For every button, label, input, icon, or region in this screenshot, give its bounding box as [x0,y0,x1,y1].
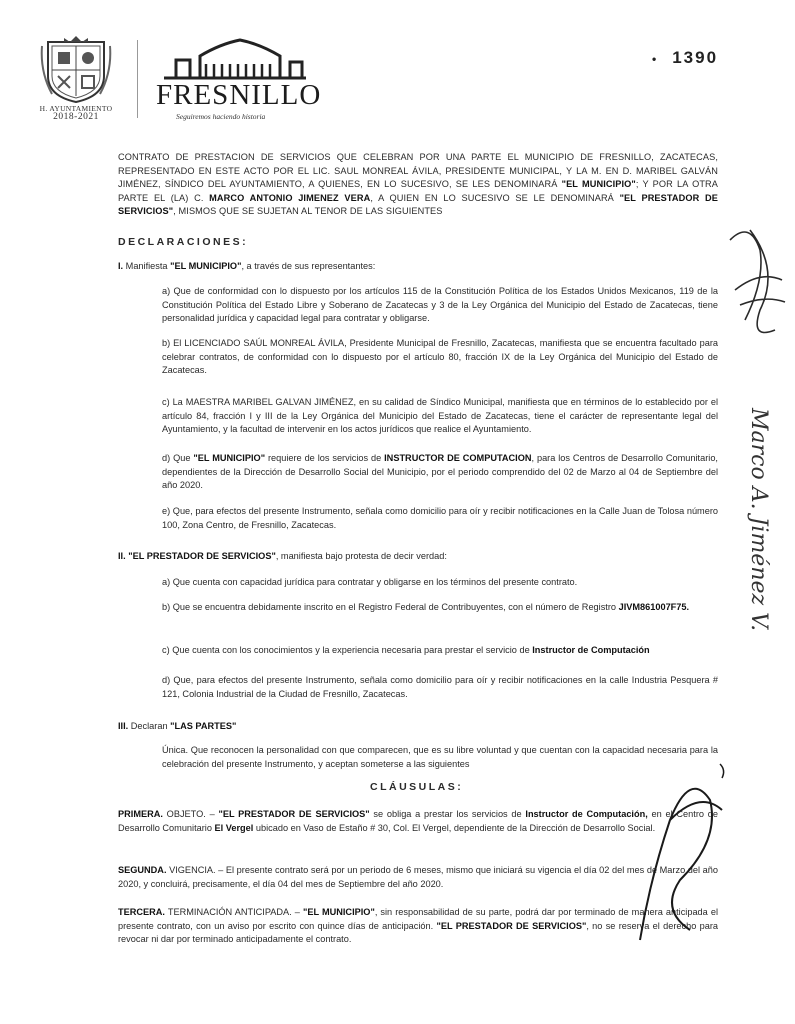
declaration-i [118,260,375,274]
clause-primera-title: OBJETO. – [162,809,219,819]
document-number [652,48,718,68]
declaraciones-heading: DECLARACIONES: [118,236,249,248]
clause-primera-text-1: se obliga a prestar los servicios de [369,809,526,819]
declaration-i-text-2: , a través de sus representantes: [241,261,376,271]
document-number-value: 1390 [672,48,719,67]
declaration-i-e: e) Que, para efectos del presente Instrumento, señala como domicilio para oír y recibir notificaciones en la Calle Juan de Tolosa número 100, Zona Centro, de Fresnillo, Zacatecas. [162,506,718,530]
declaration-i-a: a) Que de conformidad con lo dispuesto por los artículos 115 de la Constitución Política de los Estados Unidos Mexicanos, 119 de la Constitución Política del Estado Libre y Soberano de Zacatecas y 3 de la Ley Orgánica del Municipio del Estado de Zacatecas, tiene personalidad jurídica y capacidad legal para contratar y obligarse. [162,286,718,324]
declaration-i-municipio: "EL MUNICIPIO" [170,261,242,271]
section-number: II. [118,551,126,561]
section-number: III. [118,721,129,731]
decl-d-service: INSTRUCTOR DE COMPUTACION [384,453,532,463]
section-number: I. [118,261,124,271]
decl-d-text-1: d) Que [162,453,194,463]
municipality-slogan: Seguiremos haciendo historia [176,112,266,121]
municipality-logo-text: FRESNILLO [156,79,322,111]
declaration-ii-text: , manifiesta bajo protesta de decir verdad: [275,551,447,561]
clause-segunda-text: VIGENCIA. – El presente contrato será por un periodo de 6 meses, mismo que iniciará su vigencia el día 02 del mes de Marzo del año 2020, y concluirá, precisamente, el día 04 del mes de Septiembre del año 2020. [118,865,718,889]
church-skyline-icon [160,38,310,84]
decl-d-municipio: "EL MUNICIPIO" [193,453,266,463]
intro-text-2: ; Y POR LA OTRA PARTE EL (LA) C. [118,179,718,203]
declaration-iii-parties: "LAS PARTES" [170,721,237,731]
intro-provider-name: MARCO ANTONIO JIMENEZ VERA [209,192,371,203]
bullet-icon: • [652,51,659,66]
intro-text-3: , A QUIEN EN LO SUCESIVO SE LE DENOMINARÁ [370,192,620,203]
declaration-iii-unica: Única. Que reconocen la personalidad con que comparecen, que es su libre voluntad y que cuentan con la capacidad necesaria para la celebración del presente Instrumento, y aceptan someterse a las siguientes [162,745,718,769]
clause-tercera-text-3: , no se reserva el derecho para revocar ni dar por terminado anticipadamente el contrato. [118,920,718,945]
handwritten-name-signature [738,400,788,700]
ayuntamiento-label: H. AYUNTAMIENTO [39,104,113,113]
decl-ii-c-text: c) Que cuenta con los conocimientos y la experiencia necesaria para prestar el servicio de [162,645,533,655]
decl-d-text-2: requiere de los servicios de [265,453,385,463]
clause-tercera-municipio: "EL MUNICIPIO" [302,907,375,917]
decl-ii-c-service: Instructor de Computación [532,645,650,655]
decl-d-text-3: , para los Centros de Desarrollo Comunitario, dependientes de la Dirección de Desarrollo Social del Municipio, por el periodo comprendido del 02 de Marzo al 04 de Septiembre del año 2020. [162,453,718,491]
declaration-i-b: b) El LICENCIADO SAÚL MONREAL ÁVILA, Presidente Municipal de Fresnillo, Zacatecas, manifiesta que se encuentra facultado para celebrar contratos, de conformidad con lo dispuesto por el artículo 80, fracción IX de la Ley Orgánica del Municipio del Estado de Zacatecas. [162,338,718,376]
clause-tercera-provider: "EL PRESTADOR DE SERVICIOS" [436,920,587,931]
intro-municipio: "EL MUNICIPIO" [561,179,636,189]
declaration-iii-text: Declaran [130,721,171,731]
clause-primera-label: PRIMERA. [118,809,163,819]
clause-primera-service: Instructor de Computación, [525,809,648,819]
ayuntamiento-caption [22,104,130,122]
clause-primera-text-2: en el Centro de Desarrollo Comunitario [118,809,718,833]
declaration-ii-provider: "EL PRESTADOR DE SERVICIOS" [128,551,276,561]
intro-provider: "EL PRESTADOR DE SERVICIOS" [118,192,718,216]
declaration-iii [118,720,236,734]
declaration-ii [118,550,447,564]
clause-tercera-text-2: , sin responsabilidad de su parte, podrá dar por terminado de manera anticipada el presente contrato, con un aviso por escrito con quince días de anticipación. [118,907,718,931]
administration-period: 2018-2021 [53,112,99,122]
declaration-i-d [162,452,718,493]
declaration-ii-d: d) Que, para efectos del presente Instrumento, señala como domicilio para oír y recibir notificaciones en la calle Industria Pesquera # 121, Colonia Industrial de la Ciudad de Fresnillo, Zacatecas. [162,675,718,699]
clause-primera-provider: "EL PRESTADOR DE SERVICIOS" [218,809,370,819]
clause-primera-center: El Vergel [214,822,254,833]
decl-ii-b-text: b) Que se encuentra debidamente inscrito en el Registro Federal de Contribuyentes, con el número de Registro [162,602,619,612]
header-divider [137,40,138,118]
coat-of-arms-logo [40,36,112,104]
signature-side-text: Marco A. Jiménez V. [746,408,771,632]
contract-intro [118,151,718,219]
clause-primera-text-3: ubicado en Vaso de Estaño # 30, Col. El Vergel, dependiente de la Dirección de Desarrollo Social. [253,822,656,833]
signature-initials-icon [720,210,790,350]
declaration-ii-b [162,601,718,615]
declaration-i-c: c) La MAESTRA MARIBEL GALVAN JIMÉNEZ, en su calidad de Síndico Municipal, manifiesta que en términos de lo establecido por el artículo 84, fracción I y III de la Ley Orgánica del Municipio del Estado de Zacatecas, tiene el carácter de representante legal del Ayuntamiento, y la facultad de intervenir en los actos jurídicos que realice el Ayuntamiento. [162,397,718,435]
intro-text-4: , MISMOS QUE SE SUJETAN AL TENOR DE LAS SIGUIENTES [173,206,443,216]
signature-scribble-icon [610,760,730,960]
clause-tercera-text-1: TERMINACIÓN ANTICIPADA. – [164,907,303,917]
intro-text-1: CONTRATO DE PRESTACION DE SERVICIOS QUE CELEBRAN POR UNA PARTE EL MUNICIPIO DE FRESNILLO, ZACATECAS, REPRESENTADO EN ESTE ACTO POR EL LIC. SAUL MONREAL ÁVILA, PRESIDENTE MUNICIPAL, Y LA M. EN D. MARIBEL GALVÁN JIMÉNEZ, SÍNDICO DEL AYUNTAMIENTO, A QUIENES, EN LO SUCESIVO, SE LES DENOMINARÁ [118,152,718,189]
clause-segunda-label: SEGUNDA. [118,865,167,875]
clausulas-heading: CLÁUSULAS: [370,781,464,793]
clause-tercera-label: TERCERA. [118,907,165,917]
declaration-ii-a: a) Que cuenta con capacidad jurídica para contratar y obligarse en los términos del presente contrato. [162,577,578,587]
rfc-number: JIVM861007F75. [618,602,690,612]
declaration-i-text: Manifiesta [125,261,171,271]
declaration-ii-c [162,644,718,658]
